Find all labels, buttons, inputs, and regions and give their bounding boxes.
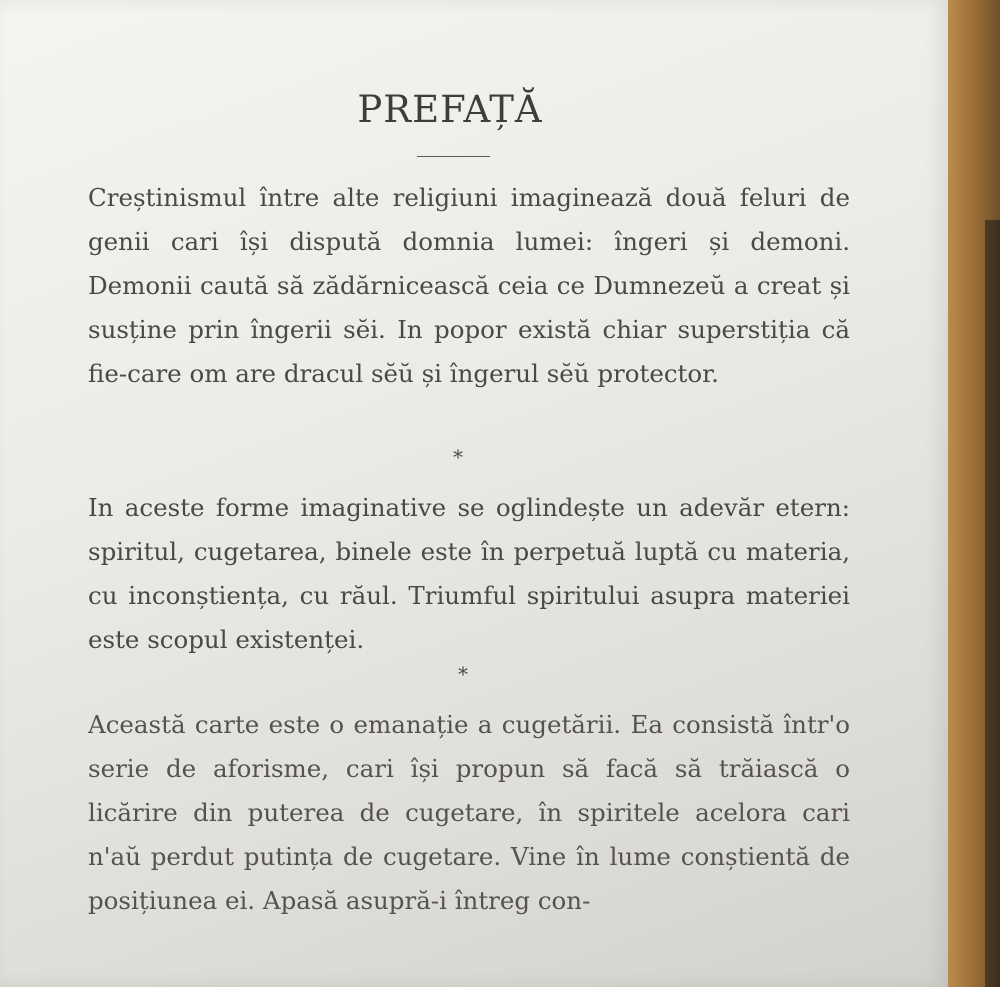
title-rule [417,156,490,157]
paragraph-1: Creștinismul între alte religiuni imaginează două feluri de genii cari își dispută domnia lumei: îngeri și demoni. Demonii caută să zădărnicească ceia ce Dumnezeŭ a creat și susține prin îngerii sĕi. In popor există chiar superstiția că fie-care om are dracul sĕŭ și îngerul sĕŭ protector. [88,183,850,388]
paragraph-3: Această carte este o emanație a cugetării. Ea consistă într'o serie de aforisme, cari își propun să facă să trăiască o licărire din puterea de cugetare, în spiritele acelora cari n'aŭ perdut putința de cugetare. Vine în lume conștientă de posițiunea ei. Apasă asupră-i întreg con- [88,710,850,915]
paragraph-2: In aceste forme imaginative se oglindește un adevăr etern: spiritul, cugetarea, binele este în perpetuă luptă cu materia, cu inconștiența, cu răul. Triumful spiritului asupra materiei este scopul existenței. [88,493,850,654]
background-shadow [985,220,1000,987]
section-separator-2: * [458,662,468,686]
page-title: PREFAȚĂ [357,88,543,131]
section-separator-1: * [453,445,463,469]
